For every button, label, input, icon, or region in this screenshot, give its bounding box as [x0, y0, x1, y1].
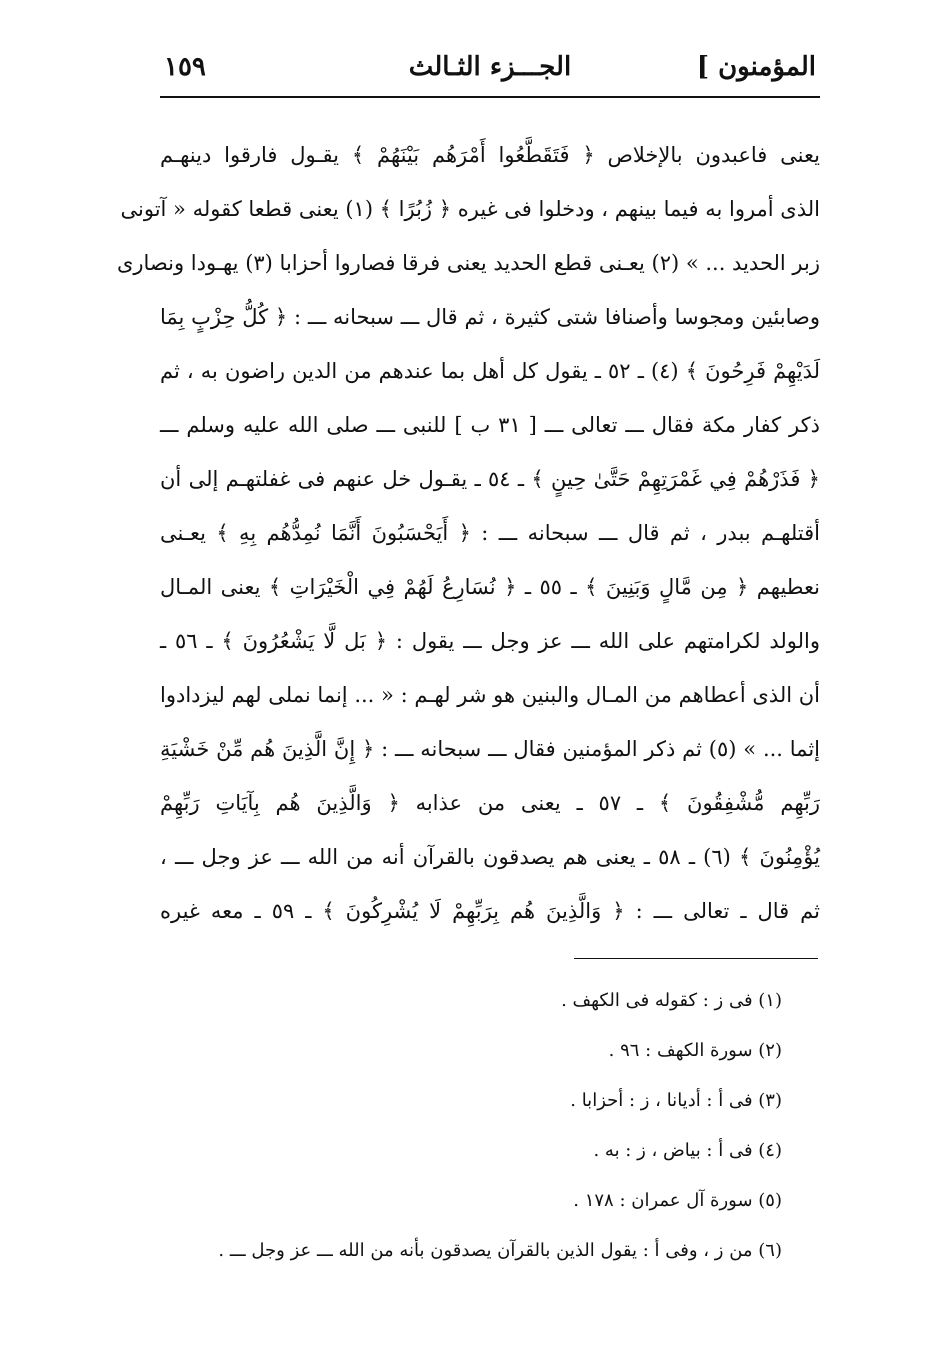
text-line: ثم قال ـ تعالى ـــ : ﴿ وَالَّذِينَ هُم بِرَبِّهِمْ لَا يُشْرِكُونَ ﴾ ـ ٥٩ ـ معه غيره [160, 899, 821, 923]
text-line: ذكر كفار مكة فقال ـــ تعالى ـــ [ ٣١ ب ] للنبى ـــ صلى الله عليه وسلم ـــ [160, 413, 820, 437]
text-line: رَبِّهِم مُّشْفِقُونَ ﴾ ـ ٥٧ ـ يعنى من عذابه ﴿ وَالَّذِينَ هُم بِآيَاتِ رَبِّهِمْ [160, 791, 820, 815]
text-line: يُؤْمِنُونَ ﴾ (٦) ـ ٥٨ ـ يعنى هم يصدقون بالقرآن أنه من الله ـــ عز وجل ـــ ، [160, 845, 820, 869]
text-line: إثما ... » (٥) ثم ذكر المؤمنين فقال ـــ سبحانه ـــ : ﴿ إِنَّ الَّذِينَ هُم مِّنْ خَشْيَةِ [160, 737, 821, 761]
footnote: (٢) سورة الكهف : ٩٦ . [608, 1040, 782, 1061]
surah-title: المؤمنون ] [696, 52, 816, 82]
text-line: وصابئين ومجوسا وأصنافا شتى كثيرة ، ثم قال ـــ سبحانه ـــ : ﴿ كُلُّ حِزْبٍ بِمَا [160, 305, 820, 329]
footnote: (١) فى ز : كقوله فى الكهف . [561, 990, 782, 1011]
text-line: أن الذى أعطاهم من المـال والبنين هو شر لهـم : « ... إنما نملى لهم ليزدادوا [160, 683, 820, 707]
juz-title: الجـــزء الثـالث [408, 52, 572, 82]
footnote: (٤) فى أ : بياض ، ز : به . [593, 1140, 782, 1161]
header-rule [160, 96, 820, 98]
main-text [116, 128, 821, 938]
footnote-divider [574, 958, 818, 959]
text-line: نعطيهم ﴿ مِن مَّالٍ وَبَنِينَ ﴾ ـ ٥٥ ـ ﴿ نُسَارِعُ لَهُمْ فِي الْخَيْرَاتِ ﴾ يعنى المـال [160, 575, 820, 599]
text-line: أقتلهـم ببدر ، ثم قال ـــ سبحانه ـــ : ﴿ أَيَحْسَبُونَ أَنَّمَا نُمِدُّهُم بِهِ ﴾ يعـنى [160, 521, 820, 545]
text-line: ﴿ فَذَرْهُمْ فِي غَمْرَتِهِمْ حَتَّىٰ حِينٍ ﴾ ـ ٥٤ ـ يقـول خل عنهم فى غفلتهـم إلى أن [160, 467, 820, 491]
page-number: ١٥٩ [164, 52, 206, 82]
page-header [160, 44, 820, 94]
footnote: (٣) فى أ : أديانا ، ز : أحزابا . [570, 1090, 782, 1111]
footnotes [160, 976, 782, 1276]
text-line: والولد لكرامتهم على الله ـــ عز وجل ـــ يقول : ﴿ بَل لَّا يَشْعُرُونَ ﴾ ـ ٥٦ ـ [160, 629, 821, 653]
text-line: لَدَيْهِمْ فَرِحُونَ ﴾ (٤) ـ ٥٢ ـ يقول كل أهل بما عندهم من الدين راضون به ، ثم [160, 359, 821, 383]
footnote: (٥) سورة آل عمران : ١٧٨ . [573, 1190, 782, 1211]
text-line: زبر الحديد ... » (٢) يعـنى قطع الحديد يعنى فرقا فصاروا أحزابا (٣) يهـودا ونصارى [116, 251, 820, 275]
footnote: (٦) من ز ، وفى أ : يقول الذين بالقرآن يصدقون بأنه من الله ـــ عز وجل ـــ . [218, 1240, 782, 1261]
text-line: الذى أمروا به فيما بينهم ، ودخلوا فى غيره ﴿ زُبُرًا ﴾ (١) يعنى قطعا كقوله « آتونى [120, 197, 820, 221]
text-line: يعنى فاعبدون بالإخلاص ﴿ فَتَقَطَّعُوا أَمْرَهُم بَيْنَهُمْ ﴾ يقـول فارقوا دينهـم [160, 143, 820, 167]
